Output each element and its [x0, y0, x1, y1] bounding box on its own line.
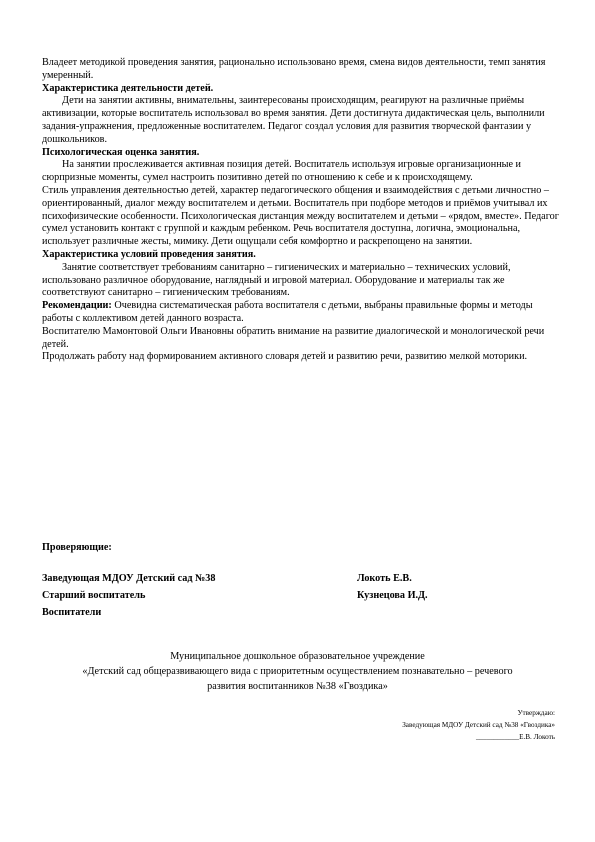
head-name: Локоть Е.В.	[357, 573, 412, 584]
approve-signature: ____________Е.В. Локоть	[475, 733, 555, 741]
recommendations-label: Рекомендации:	[42, 300, 112, 312]
section-title-conditions: Характеристика условий проведения занятия.	[42, 248, 256, 260]
conditions-paragraph: Занятие соответствует требованиям санитарно – гигиенических и материально – технических условий, использовано различное оборудование, наглядный и игровой материал. Оборудование и материалы так же соответствуют санитарно – гигиеническим требованиям.	[42, 261, 511, 299]
recommendations-paragraph	[42, 300, 560, 326]
institution-line-2: «Детский сад общеразвивающего вида с приоритетным осуществлением познавательно – речевого	[82, 666, 513, 677]
recommendation-vocabulary: Продолжать работу над формированием активного словаря детей и развитию речи, развитию мелкой моторики.	[42, 351, 528, 363]
section-title-psychological: Психологическая оценка занятия.	[42, 146, 200, 158]
approve-position: Заведующая МДОУ Детский сад №38 «Гвоздика»	[402, 721, 555, 729]
recommendations-text: Очевидна систематическая работа воспитателя с детьми, выбраны правильные формы и методы работы с коллективом детей данного возраста.	[42, 300, 533, 324]
senior-teacher-name: Кузнецова И.Д.	[357, 590, 428, 601]
children-activity-paragraph: Дети на занятии активны, внимательны, заинтересованы происходящим, реагируют на различные приёмы активизации, которые воспитатель использовал во время занятия. Дети достигнута дидактическая цель, выполнили задания-упражнения, предложенные воспитателем. Педагог создал условия для развития творческой фантазии у дошкольников.	[42, 95, 545, 145]
psychological-paragraph-2: Стиль управления деятельностью детей, характер педагогического общения и взаимодействия с детьми личностно – ориентированный, диалог между воспитателем и детьми. Воспитатель при подборе методов и приёмов учитывал их психофизические особенности. Психологическая дистанция между воспитателем и детьми – «рядом, вместе». Педагог сумел установить контакт с группой и каждым ребенком. Речь воспитателя доступна, логична, эмоциональна, использует различные жесты, мимику. Дети ощущали себя комфортно и раскрепощено на занятии.	[42, 184, 559, 248]
institution-line-3: развития воспитанников №38 «Гвоздика»	[207, 681, 388, 692]
recommendation-speech: Воспитателю Мамонтовой Ольги Ивановны обратить внимание на развитие диалогической и монологической речи детей.	[42, 325, 545, 350]
section-title-children-activity: Характеристика деятельности детей.	[42, 82, 214, 94]
approve-label: Утверждаю:	[517, 709, 555, 717]
senior-teacher-title: Старший воспитатель	[42, 590, 146, 601]
intro-paragraph: Владеет методикой проведения занятия, рационально использовано время, смена видов деятельности, темп занятия умеренный.	[42, 57, 546, 81]
teachers-label: Воспитатели	[42, 607, 102, 618]
reviewers-label: Проверяющие:	[42, 542, 112, 553]
psychological-paragraph-1: На занятии прослеживается активная позиция детей. Воспитатель используя игровые организационные и сюрпризные моменты, сумел настроить позитивно детей по отношению к себе и к происходящему.	[42, 159, 522, 184]
head-title: Заведующая МДОУ Детский сад №38	[42, 573, 216, 584]
review-text	[42, 57, 560, 364]
institution-line-1: Муниципальное дошкольное образовательное учреждение	[170, 651, 425, 662]
